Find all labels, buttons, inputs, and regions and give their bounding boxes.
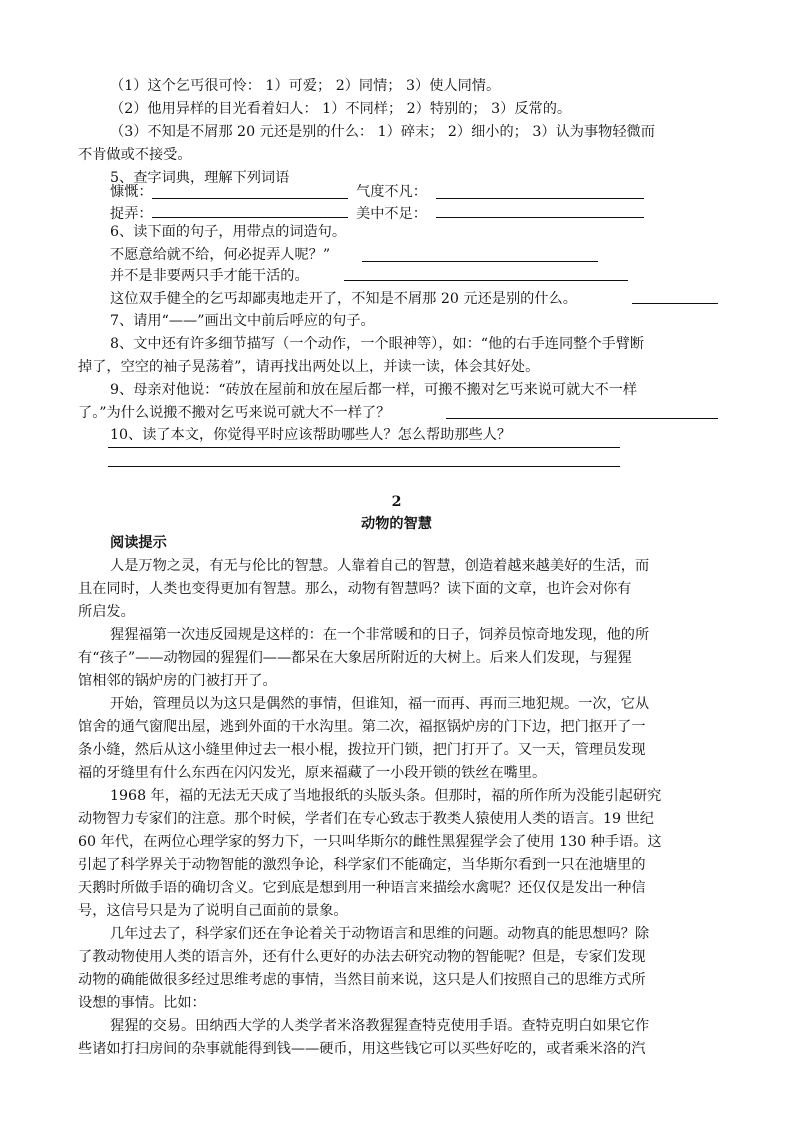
q9-line-1: 9、母亲对他说：“砖放在屋前和放在屋后都一样，可搬不搬对乞丐来说可就大不一样 (110, 382, 638, 398)
q5-word-zhuonong: 捉弄： (110, 206, 153, 222)
reading-tip-label: 阅读提示 (110, 535, 167, 551)
q5-answer-line-4[interactable] (436, 217, 644, 218)
paragraph-line: 几年过去了，科学家们还在争论着关于动物语言和思维的问题。动物真的能思想吗？除 (110, 926, 650, 942)
paragraph-line: 猩猩的交易。田纳西大学的人类学者米洛教猩猩查特克使用手语。查特克明白如果它作 (110, 1018, 650, 1034)
q6-answer-line-3[interactable] (632, 303, 718, 304)
q6-answer-line-2[interactable] (344, 280, 628, 281)
paragraph-line: 动物的确能做很多经过思维考虑的事情，当然目前来说，这只是人们按照自己的思维方式所 (78, 972, 646, 988)
paragraph-line: 些诸如打扫房间的杂事就能得到钱——硬币，用这些钱它可以买些好吃的，或者乘米洛的汽 (78, 1041, 646, 1057)
q6-sentence-1: 不愿意给就不给，何必捉弄人呢？” (110, 247, 331, 263)
q4-option-2: （2）他用异样的目光看着妇人： 1）不同样； 2）特别的； 3）反常的。 (110, 101, 572, 117)
paragraph-line: 60 年代，在两位心理学家的努力下，一只叫华斯尔的雌性黑猩猩学会了使用 130 种手语。这 (78, 834, 662, 850)
q5-answer-line-2[interactable] (436, 198, 644, 199)
paragraph-line: 号，这信号只是为了说明自己面前的景象。 (78, 903, 348, 919)
q4-option-1: （1）这个乞丐很可怜： 1）可爱； 2）同情； 3）使人同情。 (110, 78, 501, 94)
q10-answer-line-2[interactable] (108, 466, 620, 467)
paragraph-line: 馆舍的通气窗爬出屋，逃到外面的干水沟里。第二次，福抠锅炉房的门下边，把门抠开了一 (78, 719, 646, 735)
paragraph-line: 所启发。 (78, 604, 135, 620)
q5-answer-line-1[interactable] (152, 198, 348, 199)
q5-word-meizhongbuzu: 美中不足： (356, 206, 427, 222)
paragraph-line: 馆相邻的锅炉房的门被打开了。 (78, 673, 277, 689)
q9-line-2: 了。”为什么说搬不搬对乞丐来说可就大不一样了？ (78, 405, 391, 421)
paragraph-line: 1968 年，福的无法无天成了当地报纸的头版头条。但那时，福的所作所为没能引起研究 (110, 788, 662, 804)
paragraph-line: 人是万物之灵，有无与伦比的智慧。人靠着自己的智慧，创造着越来越美好的生活，而 (110, 558, 650, 574)
q5-answer-line-3[interactable] (152, 217, 348, 218)
q10-answer-line-1[interactable] (108, 447, 620, 448)
paragraph-line: 了教动物使用人类的语言外，还有什么更好的办法去研究动物的智能呢？但是，专家们发现 (78, 949, 646, 965)
q6-sentence-2: 并不是非要两只手才能干活的。 (110, 268, 309, 284)
q5-title: 5、查字词典，理解下列词语 (110, 170, 290, 186)
q7-text: 7、请用“——”画出文中前后呼应的句子。 (110, 313, 375, 329)
q5-word-kangkai: 慷慨： (110, 184, 153, 200)
paragraph-line: 猩猩福第一次违反园规是这样的：在一个非常暖和的日子，饲养员惊奇地发现，他的所 (110, 627, 650, 643)
q4-option-3-line1: （3）不知是不屑那 20 元还是别的什么： 1）碎末； 2）细小的； 3）认为事物轻微而 (110, 124, 655, 140)
q9-answer-line[interactable] (446, 418, 718, 419)
paragraph-line: 动物智力专家们的注意。那个时候，学者们在专心致志于教类人猿使用人类的语言。19 世纪 (78, 811, 654, 827)
paragraph-line: 设想的事情。比如： (78, 995, 206, 1011)
q6-sentence-3: 这位双手健全的乞丐却鄙夷地走开了，不知是不屑那 20 元还是别的什么。 (110, 291, 577, 307)
section-number: 2 (391, 494, 402, 510)
q5-word-qidubufan: 气度不凡： (356, 184, 427, 200)
section-title: 动物的智慧 (361, 516, 432, 532)
q10-text: 10、读了本文，你觉得平时应该帮助哪些人？怎么帮助那些人？ (110, 427, 512, 443)
paragraph-line: 条小缝，然后从这小缝里伸过去一根小棍，拨拉开门锁，把门打开了。又一天，管理员发现 (78, 742, 646, 758)
q8-line-2: 掉了，空空的袖子晃荡着”，请再找出两处以上，并读一读，体会其好处。 (78, 359, 540, 375)
paragraph-line: 天鹅时所做手语的确切含义。它到底是想到用一种语言来描绘水禽呢？还仅仅是发出一种信 (78, 880, 646, 896)
paragraph-line: 且在同时，人类也变得更加有智慧。那么，动物有智慧吗？读下面的文章，也许会对你有 (78, 581, 632, 597)
q6-title: 6、读下面的句子，用带点的词造句。 (110, 224, 347, 240)
paragraph-line: 引起了科学界关于动物智能的激烈争论，科学家们不能确定，当华斯尔看到一只在池塘里的 (78, 857, 646, 873)
q8-line-1: 8、文中还有许多细节描写（一个动作，一个眼神等），如：“他的右手连同整个手臂断 (110, 336, 645, 352)
paragraph-line: 福的牙缝里有什么东西在闪闪发光，原来福藏了一小段开锁的铁丝在嘴里。 (78, 765, 547, 781)
q6-answer-line-1[interactable] (362, 261, 598, 262)
paragraph-line: 有“孩子”——动物园的猩猩们——都呆在大象居所附近的大树上。后来人们发现，与猩猩 (78, 650, 632, 666)
q4-option-3-line2: 不肯做或不接受。 (78, 147, 192, 163)
paragraph-line: 开始，管理员以为这只是偶然的事情，但谁知，福一而再、再而三地犯规。一次，它从 (110, 696, 650, 712)
